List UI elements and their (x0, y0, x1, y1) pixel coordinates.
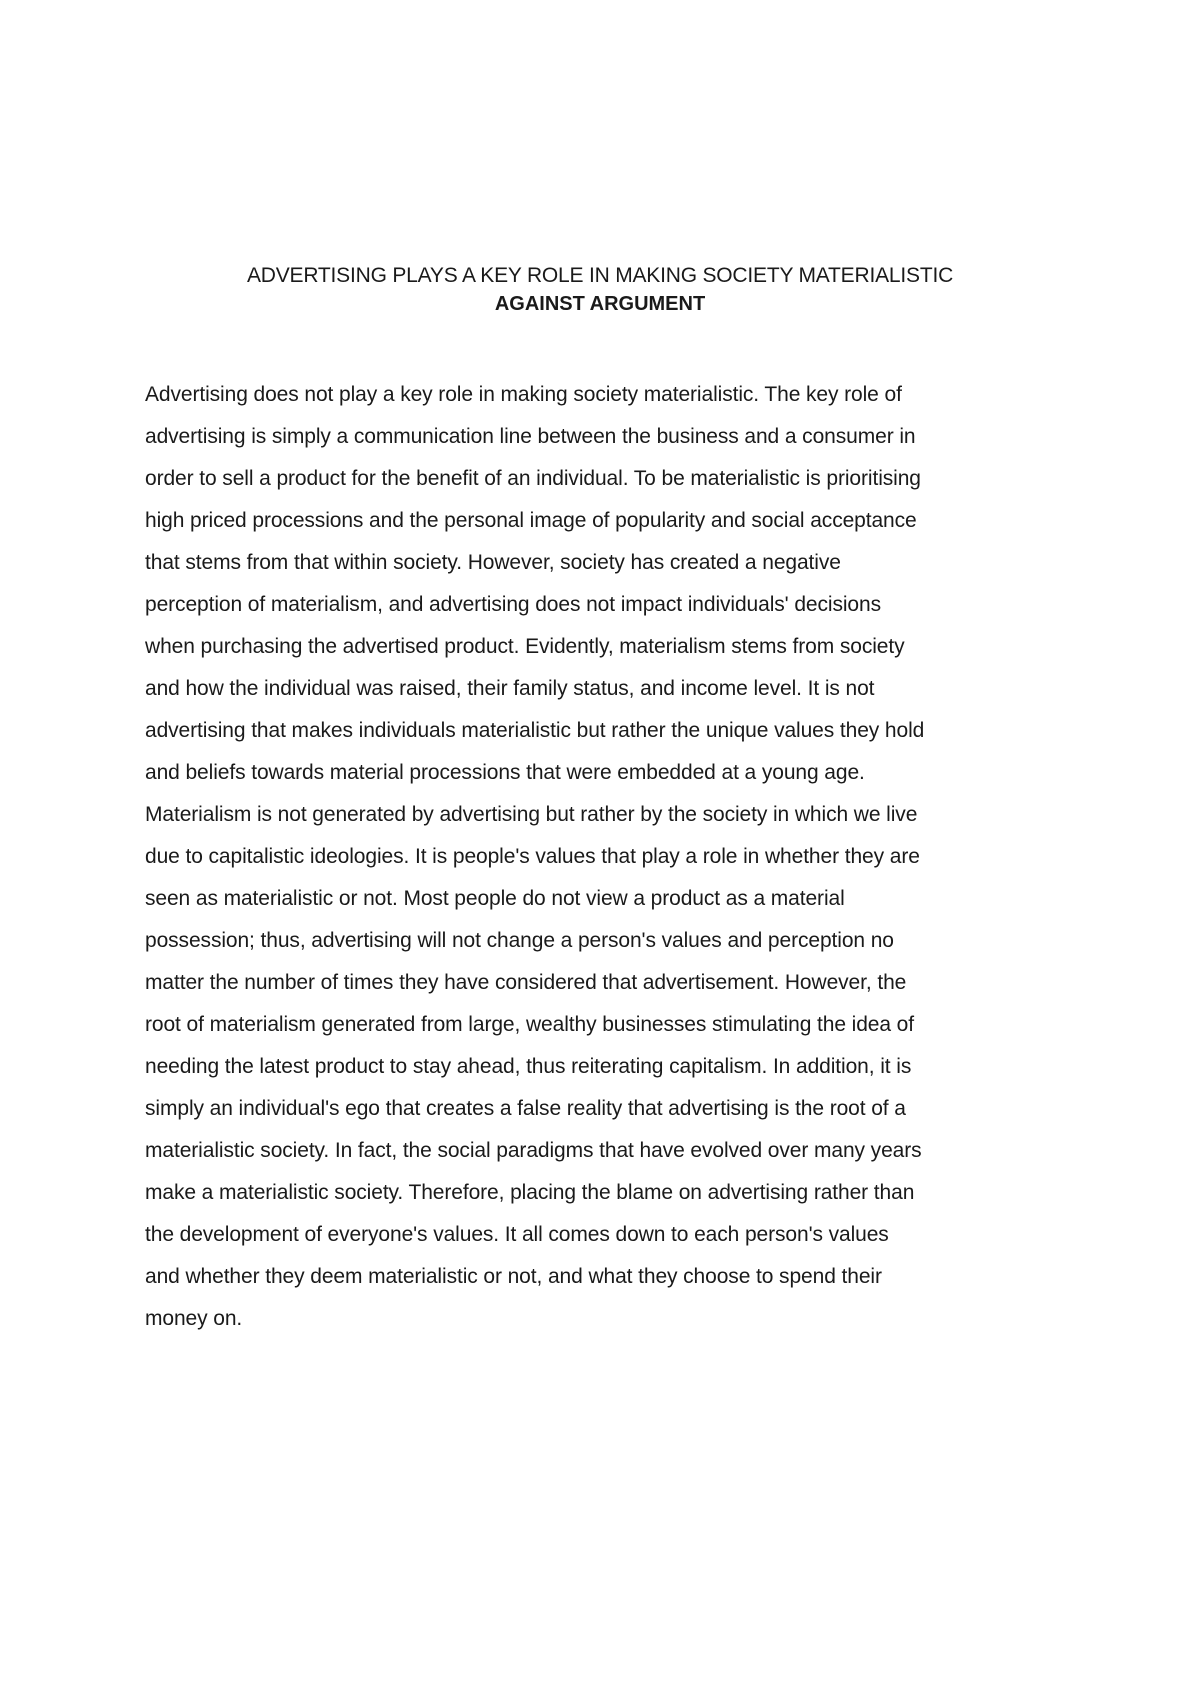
body-text-line: and how the individual was raised, their family status, and income level. It is not (145, 677, 875, 700)
body-text-line: order to sell a product for the benefit of an individual. To be materialistic is prioritising (145, 467, 921, 490)
body-text-line: simply an individual's ego that creates a false reality that advertising is the root of a (145, 1097, 906, 1120)
body-text-line: the development of everyone's values. It all comes down to each person's values (145, 1223, 889, 1246)
body-text-line: materialistic society. In fact, the social paradigms that have evolved over many years (145, 1139, 922, 1162)
body-text-line: needing the latest product to stay ahead, thus reiterating capitalism. In addition, it is (145, 1055, 912, 1078)
body-text-line: make a materialistic society. Therefore, placing the blame on advertising rather than (145, 1181, 915, 1204)
body-text-line: Materialism is not generated by advertising but rather by the society in which we live (145, 803, 918, 826)
body-text-line: that stems from that within society. However, society has created a negative (145, 551, 841, 574)
body-text-line: money on. (145, 1307, 243, 1330)
body-text-line: root of materialism generated from large, wealthy businesses stimulating the idea of (145, 1013, 914, 1036)
body-text-line: high priced processions and the personal image of popularity and social acceptance (145, 509, 917, 532)
body-text-line: advertising is simply a communication line between the business and a consumer in (145, 425, 916, 448)
body-text-line: and beliefs towards material processions that were embedded at a young age. (145, 761, 865, 784)
body-text-line: perception of materialism, and advertising does not impact individuals' decisions (145, 593, 881, 616)
body-text-line: when purchasing the advertised product. Evidently, materialism stems from society (145, 635, 905, 658)
body-text-line: and whether they deem materialistic or not, and what they choose to spend their (145, 1265, 882, 1288)
body-text-line: Advertising does not play a key role in making society materialistic. The key role of (145, 383, 902, 406)
body-text-line: due to capitalistic ideologies. It is people's values that play a role in whether they are (145, 845, 920, 868)
body-text-line: seen as materialistic or not. Most people do not view a product as a material (145, 887, 845, 910)
document-subtitle: AGAINST ARGUMENT (494, 293, 706, 315)
document-title: ADVERTISING PLAYS A KEY ROLE IN MAKING SOCIETY MATERIALISTIC (246, 264, 954, 287)
body-text-line: matter the number of times they have considered that advertisement. However, the (145, 971, 907, 994)
body-text-line: advertising that makes individuals materialistic but rather the unique values they hold (145, 719, 925, 742)
body-paragraph (145, 374, 1075, 1340)
body-text-line: possession; thus, advertising will not change a person's values and perception no (145, 929, 894, 952)
